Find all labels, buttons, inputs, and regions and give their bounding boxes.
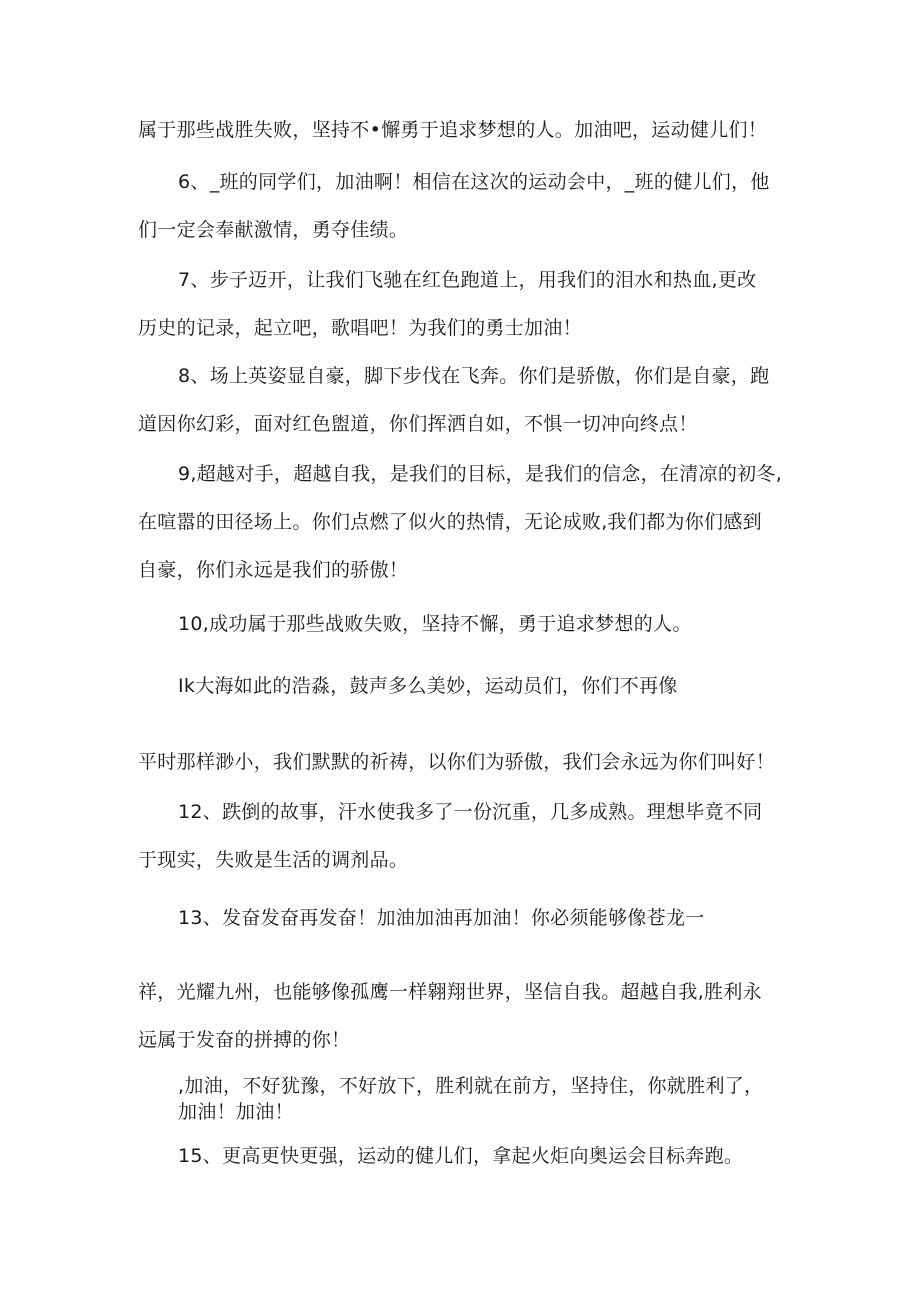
text-line: 13、发奋发奋再发奋！加油加油再加油！你必须能够像苍龙一 <box>178 907 705 929</box>
text-line: 10,成功属于那些战败失败，坚持不懈，勇于追求梦想的人。 <box>178 613 692 635</box>
text-line: 在喧嚣的田径场上。你们点燃了似火的热情，无论成败,我们都为你们感到 <box>138 511 762 533</box>
text-line: Ik大海如此的浩淼，鼓声多么美妙，运动员们，你们不再像 <box>178 675 678 697</box>
text-line: 12、跌倒的故事，汗水使我多了一份沉重，几多成熟。理想毕竟不同 <box>178 801 763 823</box>
text-line: ,加油，不好犹豫，不好放下，胜利就在前方，坚持住，你就胜利了， <box>178 1075 764 1097</box>
text-line: 们一定会奉献激情，勇夺佳绩。 <box>138 219 409 241</box>
text-line: 15、更高更快更强，运动的健儿们，拿起火炬向奥运会目标奔跑。 <box>178 1145 744 1167</box>
text-line: 历史的记录，起立吧，歌唱吧！为我们的勇士加油！ <box>138 317 582 339</box>
text-line: 7、步子迈开，让我们飞驰在红色跑道上，用我们的泪水和热血,更改 <box>178 269 757 291</box>
text-line: 道因你幻彩，面对红色盥道，你们挥洒自如，不惧一切冲向终点！ <box>138 413 698 435</box>
text-line: 6、_班的同学们，加油啊！相信在这次的运动会中，_班的健儿们，他 <box>178 171 770 193</box>
text-line: 于现实，失败是生活的调剂品。 <box>138 849 409 871</box>
text-line: 9,超越对手，超越自我，是我们的目标，是我们的信念，在清凉的初冬, <box>178 463 783 485</box>
text-line: 平时那样渺小，我们默默的祈祷，以你们为骄傲，我们会永远为你们叫好！ <box>138 751 775 773</box>
text-line: 远属于发奋的拼搏的你！ <box>138 1029 351 1051</box>
text-line: 自豪，你们永远是我们的骄傲！ <box>138 559 409 581</box>
text-line: 祥，光耀九州，也能够像孤鹰一样翱翔世界，坚信自我。超越自我,胜利永 <box>138 981 762 1003</box>
text-line: 8、场上英姿显自豪，脚下步伐在飞奔。你们是骄傲，你们是自豪，跑 <box>178 365 770 387</box>
text-line: 加油！加油！ <box>178 1101 294 1123</box>
text-line: 属于那些战胜失败，坚持不•懈勇于追求梦想的人。加油吧，运动健儿们！ <box>138 119 768 141</box>
